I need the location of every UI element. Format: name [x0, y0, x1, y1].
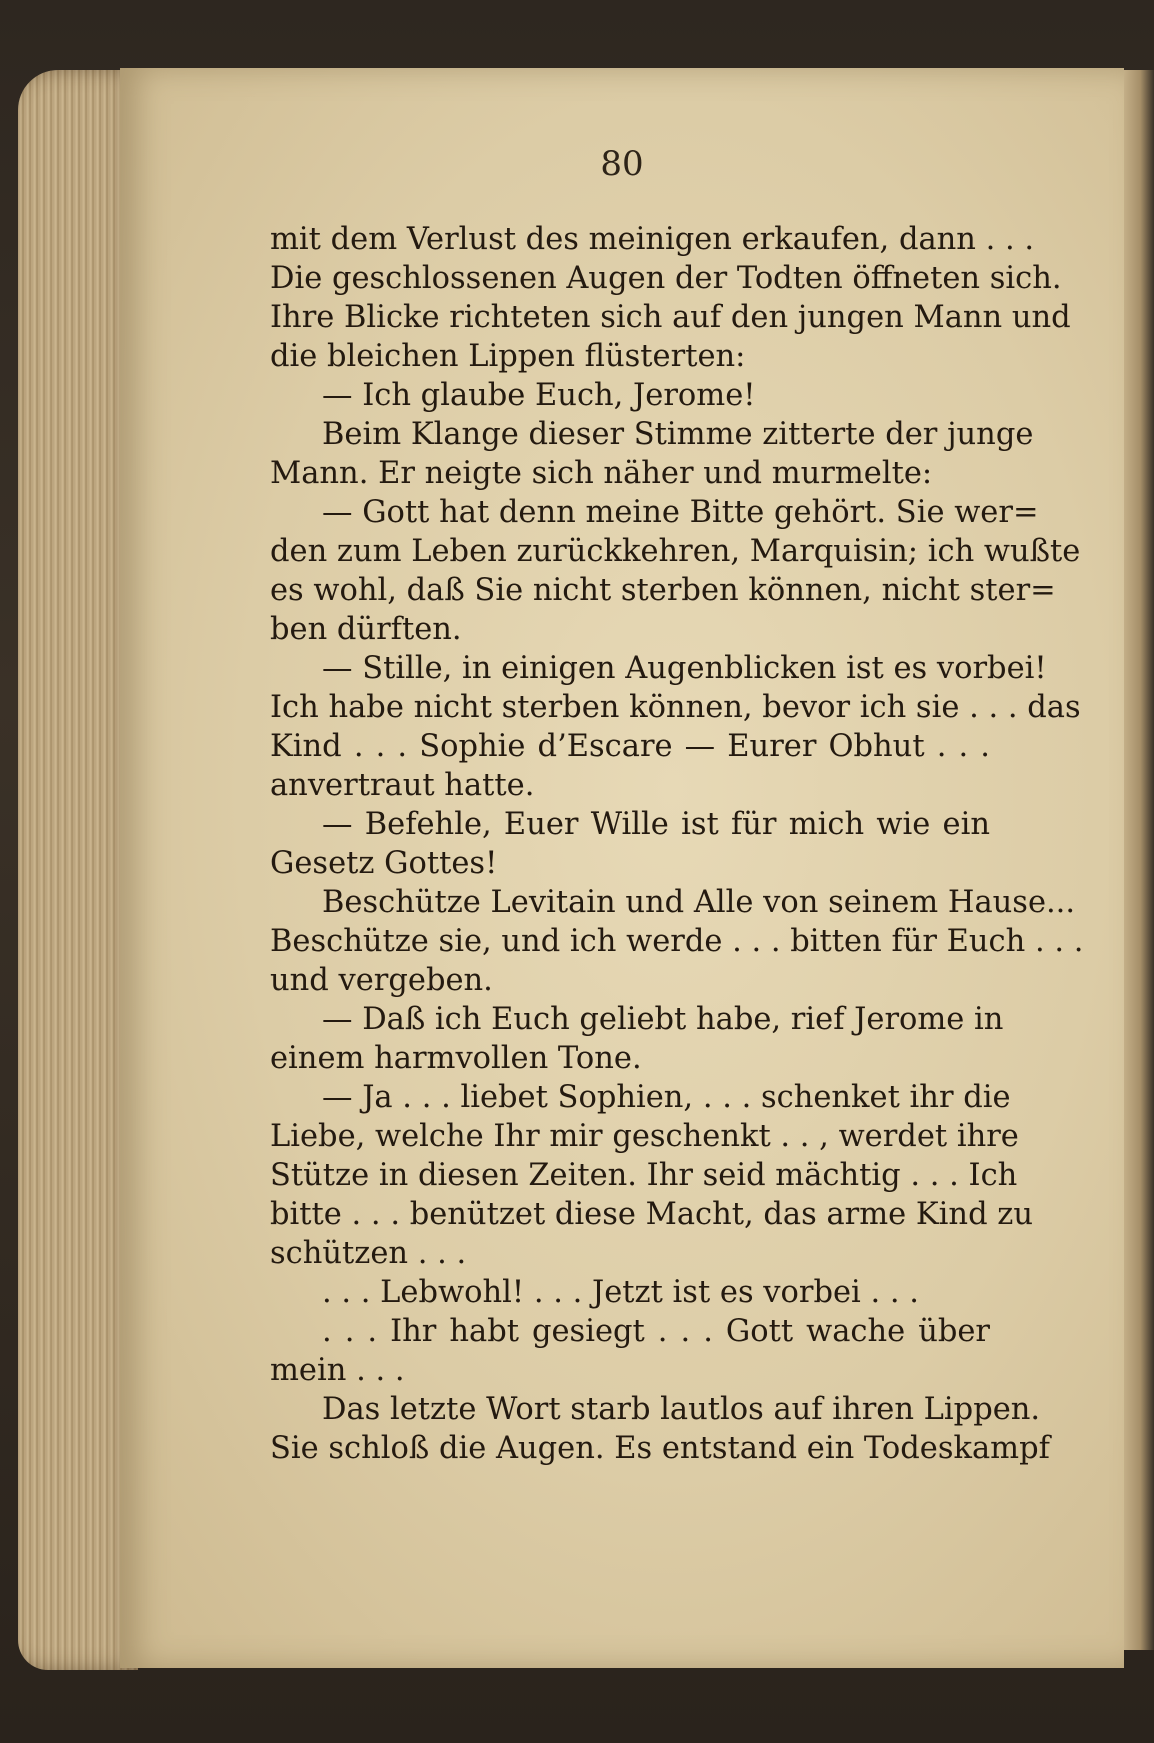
text-line: den zum Leben zurückkehren, Marquisin; ich wußte: [270, 534, 1081, 569]
text-line: mit dem Verlust des meinigen erkaufen, dann . . .: [270, 222, 1035, 257]
text-line: . . . Ihr habt gesiegt . . . Gott wache über: [322, 1314, 990, 1349]
text-line: Ihre Blicke richteten sich auf den jungen Mann und: [270, 300, 1071, 335]
text-line: die bleichen Lippen flüsterten:: [270, 339, 746, 374]
text-line: — Gott hat denn meine Bitte gehört. Sie wer=: [322, 495, 1039, 530]
page-stack-right: [1120, 70, 1154, 1650]
text-line: es wohl, daß Sie nicht sterben können, nicht ster=: [270, 573, 1056, 608]
text-line: bitte . . . benützet diese Macht, das arme Kind zu: [270, 1197, 1034, 1232]
page-number: 80: [600, 144, 644, 184]
text-line: mein . . .: [270, 1353, 405, 1388]
text-line: Beschütze Levitain und Alle von seinem Hause...: [322, 885, 1076, 920]
text-line: Das letzte Wort starb lautlos auf ihren Lippen.: [322, 1392, 1041, 1427]
text-line: Beschütze sie, und ich werde . . . bitten für Euch . . .: [270, 924, 1084, 959]
text-line: Die geschlossenen Augen der Todten öffneten sich.: [270, 261, 1062, 296]
text-line: Gesetz Gottes!: [270, 846, 498, 881]
text-line: einem harmvollen Tone.: [270, 1041, 642, 1076]
text-line: schützen . . .: [270, 1236, 467, 1271]
text-line: Beim Klange dieser Stimme zitterte der junge: [322, 417, 1034, 452]
text-line: Ich habe nicht sterben können, bevor ich sie . . . das: [270, 690, 1081, 725]
text-line: Mann. Er neigte sich näher und murmelte:: [270, 456, 933, 491]
text-line: — Daß ich Euch geliebt habe, rief Jerome in: [322, 1002, 1004, 1037]
text-line: Sie schloß die Augen. Es entstand ein Todeskampf: [270, 1431, 1050, 1466]
text-line: Liebe, welche Ihr mir geschenkt . . , werdet ihre: [270, 1119, 1019, 1154]
text-line: Stütze in diesen Zeiten. Ihr seid mächtig . . . Ich: [270, 1158, 1018, 1193]
text-line: — Ich glaube Euch, Jerome!: [322, 378, 756, 413]
text-line: — Befehle, Euer Wille ist für mich wie ein: [322, 807, 990, 842]
text-line: — Ja . . . liebet Sophien, . . . schenket ihr die: [322, 1080, 1011, 1115]
text-line: . . . Lebwohl! . . . Jetzt ist es vorbei . . .: [322, 1275, 919, 1310]
text-line: Kind . . . Sophie d’Escare — Eurer Obhut . . .: [270, 729, 990, 764]
body-text: [270, 220, 1084, 1468]
text-line: und vergeben.: [270, 963, 493, 998]
text-line: — Stille, in einigen Augenblicken ist es vorbei!: [322, 651, 1047, 686]
text-line: ben dürften.: [270, 612, 462, 647]
text-line: anvertraut hatte.: [270, 768, 535, 803]
book-page: [120, 68, 1124, 1668]
